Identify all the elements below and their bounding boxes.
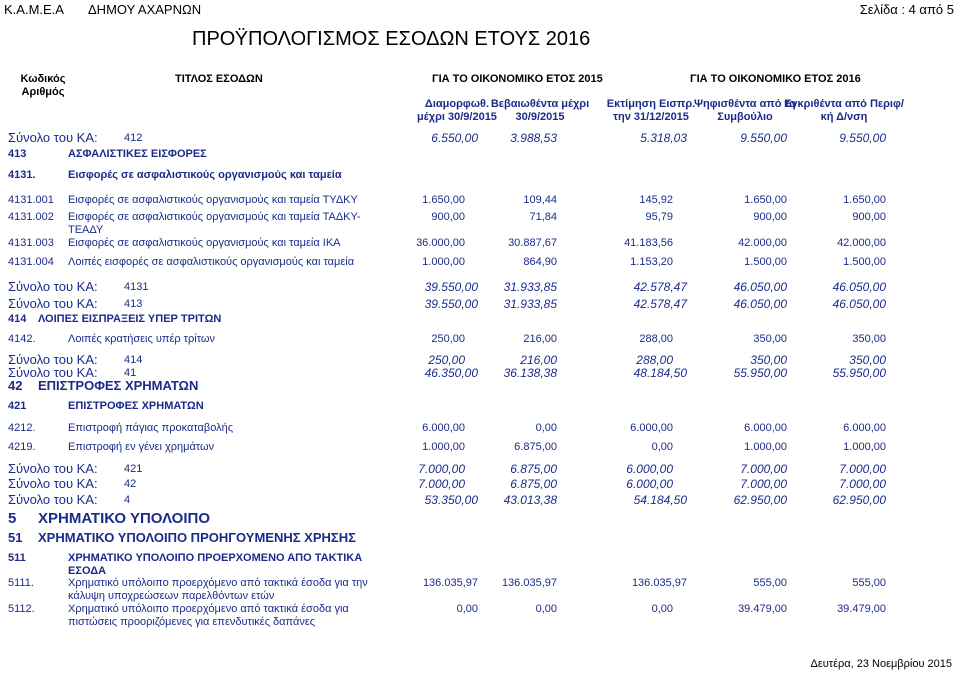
row-title: Χρηματικό υπόλοιπο προερχόμενο από τακτικά έσοδα για πιστώσεις προοριζόμενες για επενδυτικές δαπάνες [68,603,349,628]
value-c5: 1.000,00 [843,441,886,453]
value-c2: 3.988,53 [510,131,557,145]
value-c5: 7.000,00 [839,462,886,476]
section-5-title: ΧΡΗΜΑΤΙΚΟ ΥΠΟΛΟΙΠΟ [38,510,211,527]
value-c2: 71,84 [529,211,557,223]
value-c1: 53.350,00 [424,493,478,507]
municipality-name: ΔΗΜΟΥ ΑΧΑΡΝΩΝ [88,2,202,17]
table-row [0,237,960,253]
table-row [0,256,960,272]
value-c3: 1.153,20 [630,256,673,268]
value-c3: 5.318,03 [640,131,687,145]
sum-row-42 [0,476,960,492]
sum-code: 41 [124,367,137,379]
section-51-code: 51 [8,530,23,545]
value-c3: 42.578,47 [633,297,687,311]
value-c3: 48.184,50 [633,366,687,380]
page-title: ΠΡΟΫΠΟΛΟΓΙΣΜΟΣ ΕΣΟΔΩΝ ΕΤΟΥΣ 2016 [192,28,591,50]
section-511-code: 511 [8,552,26,564]
value-c5: 350,00 [852,333,886,345]
value-c4: 6.000,00 [744,422,787,434]
value-c3: 136.035,97 [631,577,687,589]
value-c5: 9.550,00 [839,131,886,145]
value-c2: 216,00 [523,333,557,345]
value-c2: 31.933,85 [503,297,557,311]
value-c2: 136.035,97 [501,577,557,589]
row-title: Εισφορές σε ασφαλιστικούς οργανισμούς και ταμεία ΤΥΔΚΥ [68,194,358,206]
value-c3: 54.184,50 [633,493,687,507]
value-c3: 6.000,00 [626,477,673,491]
value-c2: 6.875,00 [510,477,557,491]
section-414-code: 414 [8,313,27,325]
sum-code: 4131 [124,281,149,293]
value-c5: 55.950,00 [832,366,886,380]
sum-label: Σύνολο του ΚΑ: [8,365,98,380]
value-c2: 30.887,67 [508,237,557,249]
value-c1: 46.350,00 [424,366,478,380]
sum-label: Σύνολο του ΚΑ: [8,476,98,491]
section-511-title: ΧΡΗΜΑΤΙΚΟ ΥΠΟΛΟΙΠΟ ΠΡΟΕΡΧΟΜΕΝΟ ΑΠΟ ΤΑΚΤΙΚΑ ΕΣΟΔΑ [68,552,363,577]
sum-code: 412 [124,132,143,144]
sum-row-4 [0,492,960,508]
org-name: Κ.Α.Μ.Ε.Α [4,2,64,17]
value-c1: 39.550,00 [424,280,478,294]
value-c3: 95,79 [645,211,673,223]
value-c1: 1.650,00 [422,194,465,206]
value-c2: 31.933,85 [503,280,557,294]
value-c4: 55.950,00 [733,366,787,380]
value-c2: 216,00 [520,353,557,367]
value-c4: 1.500,00 [744,256,787,268]
row-code: 5111. [8,577,34,589]
value-c4: 62.950,00 [733,493,787,507]
sum-label: Σύνολο του ΚΑ: [8,352,98,367]
value-c4: 555,00 [753,577,787,589]
row-code: 4142. [8,333,36,345]
col-c4-header: Ψηφισθέντα από το Συμβούλιο [694,98,796,123]
row-title: Λοιπές εισφορές σε ασφαλιστικούς οργανισμούς και ταμεία [68,256,355,268]
row-code: 5112. [8,603,35,615]
row-title: Εισφορές σε ασφαλιστικούς οργανισμούς και ταμεία ΙΚΑ [68,237,341,249]
table-row [0,333,960,349]
value-c1: 250,00 [431,333,465,345]
value-c5: 39.479,00 [837,603,886,615]
row-code: 4131.004 [8,256,54,268]
value-c2: 0,00 [535,603,557,615]
page-number: Σελίδα : 4 από 5 [859,2,954,17]
value-c4: 900,00 [753,211,787,223]
section-51-title: ΧΡΗΜΑΤΙΚΟ ΥΠΟΛΟΙΠΟ ΠΡΟΗΓΟΥΜΕΝΗΣ ΧΡΗΣΗΣ [38,530,356,545]
table-row [0,441,960,457]
sum-code: 42 [124,478,137,490]
value-c4: 46.050,00 [733,280,787,294]
value-c2: 0,00 [535,422,557,434]
value-c5: 6.000,00 [843,422,886,434]
value-c1: 1.000,00 [422,441,465,453]
value-c2: 864,90 [523,256,557,268]
col-c1-header: Διαμορφωθ. μέχρι 30/9/2015 [417,98,497,123]
sum-row-413 [0,296,960,312]
value-c3: 42.578,47 [633,280,687,294]
row-title: Εισφορές σε ασφαλιστικούς οργανισμούς και ταμεία ΤΑΔΚΥ-ΤΕΑΔΥ [68,211,361,236]
row-title: Επιστροφή πάγιας προκαταβολής [68,422,234,434]
table-row [0,422,960,438]
section-4131-title: Εισφορές σε ασφαλιστικούς οργανισμούς και ταμεία [68,169,342,181]
section-4131-code: 4131. [8,169,36,181]
value-c1: 250,00 [428,353,465,367]
sum-code: 421 [124,463,143,475]
value-c5: 350,00 [849,353,886,367]
value-c5: 555,00 [852,577,886,589]
sum-code: 413 [124,298,143,310]
value-c4: 46.050,00 [733,297,787,311]
value-c3: 6.000,00 [630,422,673,434]
table-row [0,211,960,239]
section-5-code: 5 [8,510,17,527]
row-title: Επιστροφή εν γένει χρημάτων [68,441,215,453]
sum-row-412 [0,130,960,146]
value-c5: 1.500,00 [843,256,886,268]
sum-code: 414 [124,354,143,366]
value-c3: 288,00 [636,353,673,367]
row-code: 4212. [8,422,36,434]
section-421-code: 421 [8,400,27,412]
value-c1: 6.000,00 [422,422,465,434]
value-c4: 7.000,00 [740,477,787,491]
value-c5: 42.000,00 [837,237,886,249]
table-row [0,577,960,605]
row-title: Λοιπές κρατήσεις υπέρ τρίτων [68,333,215,345]
value-c3: 0,00 [651,441,673,453]
col-title-header: ΤΙΤΛΟΣ ΕΣΟΔΩΝ [175,73,263,85]
col-fy2016-header: ΓΙΑ ΤΟ ΟΙΚΟΝΟΜΙΚΟ ΕΤΟΣ 2016 [690,73,861,85]
row-code: 4131.002 [8,211,54,223]
value-c3: 145,92 [639,194,673,206]
footer-date: Δευτέρα, 23 Νοεμβρίου 2015 [810,658,952,670]
value-c1: 39.550,00 [424,297,478,311]
value-c5: 900,00 [852,211,886,223]
sum-label: Σύνολο του ΚΑ: [8,296,98,311]
value-c5: 46.050,00 [832,297,886,311]
value-c4: 9.550,00 [740,131,787,145]
section-413-title: ΑΣΦΑΛΙΣΤΙΚΕΣ ΕΙΣΦΟΡΕΣ [68,148,207,160]
value-c1: 36.000,00 [416,237,465,249]
col-fy2015-header: ΓΙΑ ΤΟ ΟΙΚΟΝΟΜΙΚΟ ΕΤΟΣ 2015 [432,73,603,85]
value-c5: 46.050,00 [832,280,886,294]
value-c3: 288,00 [639,333,673,345]
row-title: Χρηματικό υπόλοιπο προερχόμενο από τακτικά έσοδα για την κάλυψη υποχρεώσεων παρελθόντων ετών [68,577,368,602]
value-c2: 6.875,00 [514,441,557,453]
value-c4: 1.650,00 [744,194,787,206]
table-row [0,194,960,210]
value-c3: 41.183,56 [624,237,673,249]
value-c5: 1.650,00 [843,194,886,206]
sum-row-421 [0,461,960,477]
value-c4: 350,00 [753,333,787,345]
value-c1: 0,00 [456,603,478,615]
sum-row-4131 [0,279,960,295]
section-42-code: 42 [8,378,23,393]
value-c4: 39.479,00 [738,603,787,615]
value-c4: 7.000,00 [740,462,787,476]
value-c1: 136.035,97 [422,577,478,589]
col-c3-header: Εκτίμηση Εισπρ. την 31/12/2015 [606,98,696,123]
value-c1: 7.000,00 [418,462,465,476]
sum-label: Σύνολο του ΚΑ: [8,492,98,507]
value-c2: 43.013,38 [503,493,557,507]
col-c5-header: Εγκριθέντα από Περιφ/κή Δ/νση [784,98,904,123]
sum-label: Σύνολο του ΚΑ: [8,279,98,294]
section-42-title: ΕΠΙΣΤΡΟΦΕΣ ΧΡΗΜΑΤΩΝ [38,378,199,393]
value-c4: 1.000,00 [744,441,787,453]
table-row [0,603,960,631]
sum-label: Σύνολο του ΚΑ: [8,130,98,145]
value-c2: 36.138,38 [503,366,557,380]
value-c1: 7.000,00 [418,477,465,491]
value-c2: 109,44 [523,194,557,206]
row-code: 4131.001 [8,194,54,206]
value-c5: 62.950,00 [832,493,886,507]
value-c1: 1.000,00 [422,256,465,268]
value-c3: 0,00 [651,603,673,615]
value-c3: 6.000,00 [626,462,673,476]
value-c4: 42.000,00 [738,237,787,249]
value-c1: 900,00 [431,211,465,223]
value-c1: 6.550,00 [431,131,478,145]
section-414-title: ΛΟΙΠΕΣ ΕΙΣΠΡΑΞΕΙΣ ΥΠΕΡ ΤΡΙΤΩΝ [38,313,222,325]
col-code-header: Κωδικός Αριθμός [20,73,66,98]
value-c2: 6.875,00 [510,462,557,476]
sum-code: 4 [124,494,131,506]
sum-label: Σύνολο του ΚΑ: [8,461,98,476]
value-c4: 350,00 [750,353,787,367]
col-c2-header: Βεβαιωθέντα μέχρι 30/9/2015 [490,98,590,123]
section-413-code: 413 [8,148,27,160]
value-c5: 7.000,00 [839,477,886,491]
row-code: 4131.003 [8,237,54,249]
section-421-title: ΕΠΙΣΤΡΟΦΕΣ ΧΡΗΜΑΤΩΝ [68,400,204,412]
row-code: 4219. [8,441,36,453]
